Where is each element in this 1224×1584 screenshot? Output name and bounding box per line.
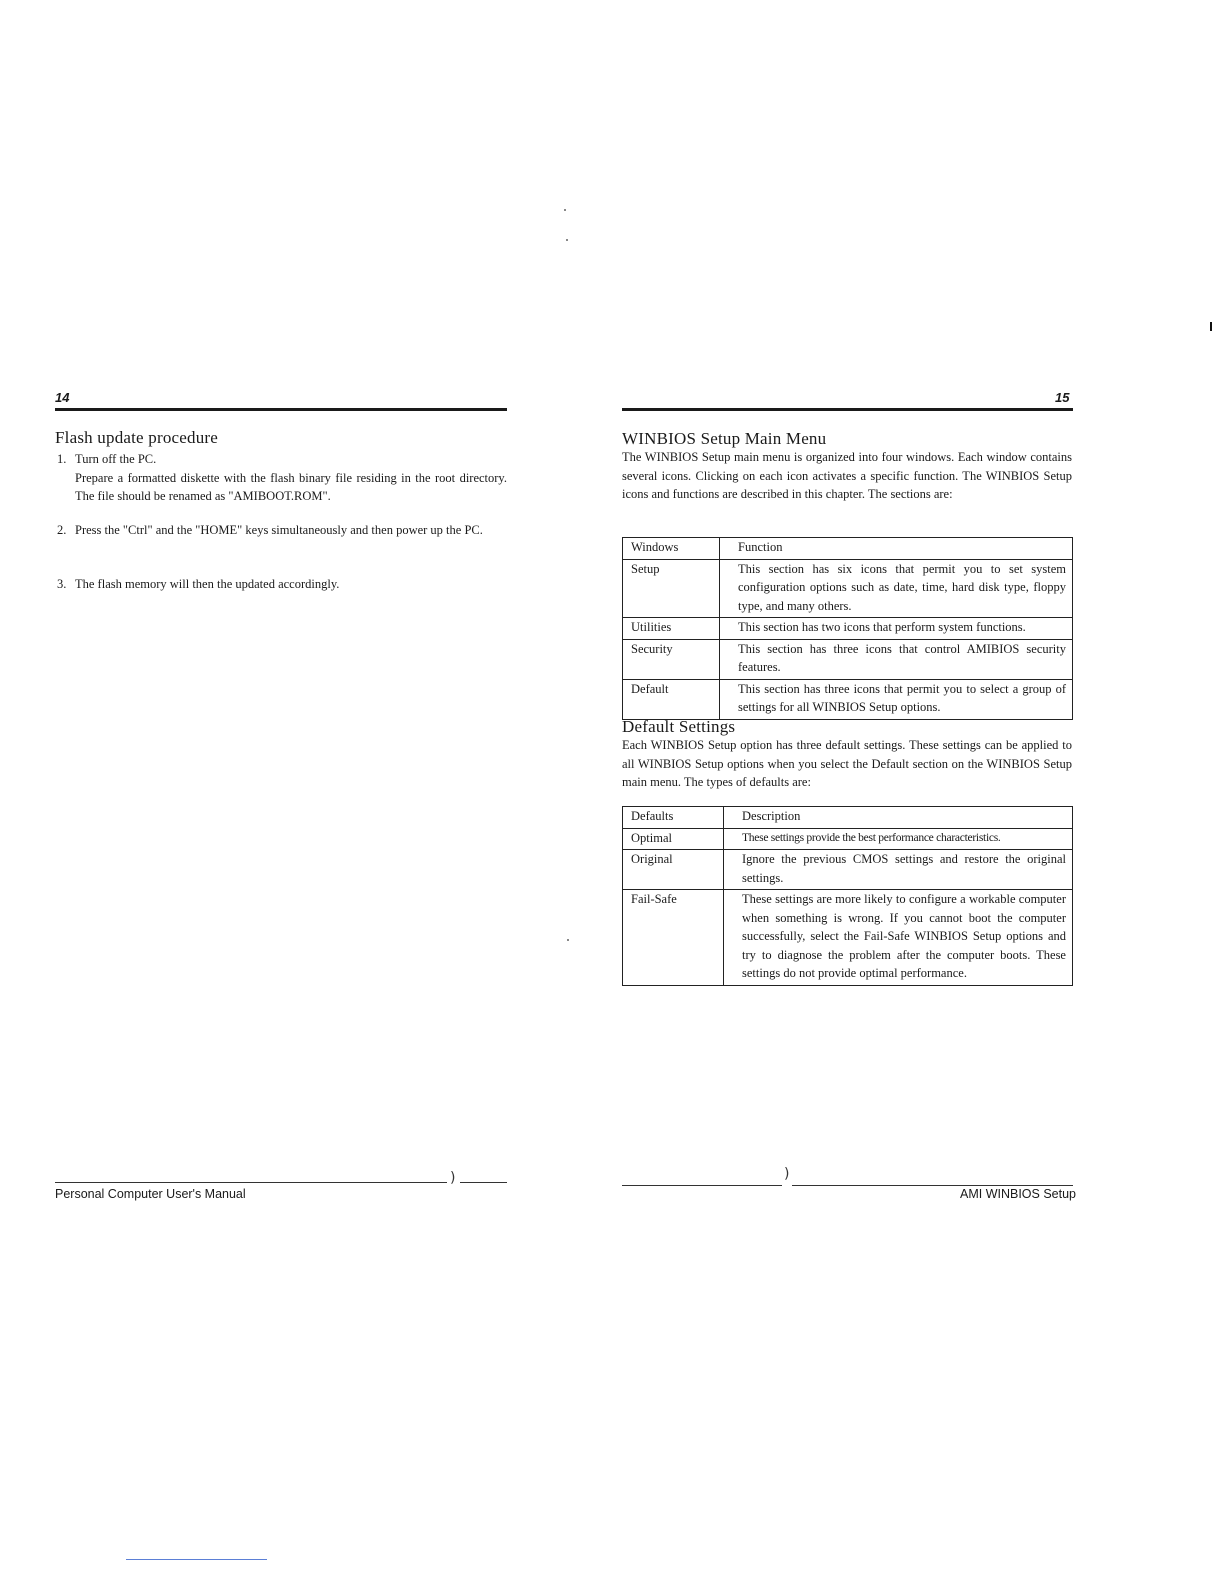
winbios-main-menu-heading: WINBIOS Setup Main Menu [622,429,827,448]
left-page-number: 14 [55,390,70,405]
right-footer-mark: ) [784,1166,790,1182]
table-header-cell: Windows [623,538,720,560]
table-cell: This section has six icons that permit you to set system configuration options such as date, time, hard disk type, floppy type, and many others. [720,559,1073,618]
step-1 [57,450,507,506]
left-footer-text: Personal Computer User's Manual [55,1187,246,1201]
table-header-cell: Function [720,538,1073,560]
step-2-block [57,521,507,540]
step-1-line-1: Turn off the PC. [75,452,157,466]
table-cell: Optimal [623,828,724,850]
table-header-row [623,807,1073,829]
step-2-number: 2. [57,523,67,537]
left-header-rule [55,408,507,411]
right-footer-rule-b [792,1185,1073,1186]
step-3-text: The flash memory will then the updated accordingly. [75,577,340,591]
scan-mark [1210,322,1212,331]
table-row [623,679,1073,719]
table-row [623,618,1073,640]
right-footer-text: AMI WINBIOS Setup [960,1187,1077,1201]
defaults-description-table [622,806,1073,986]
scan-blue-line [126,1559,267,1560]
left-footer-rule-a [55,1182,447,1183]
table-header-cell: Description [724,807,1073,829]
default-settings-heading: Default Settings [622,717,736,736]
step-2-text: Press the "Ctrl" and the "HOME" keys simultaneously and then power up the PC. [75,523,483,537]
table-cell: These settings are more likely to configure a workable computer when something is wrong. If you cannot boot the computer successfully, select the Fail-Safe WINBIOS Setup options and try to diagnose the problem after the computer boots. These settings do not provide optimal performance. [724,890,1073,986]
table-cell: These settings provide the best performance characteristics. [724,828,1073,850]
windows-function-table [622,537,1073,720]
table-cell: This section has three icons that permit you to select a group of settings for all WINBIOS Setup options. [720,679,1073,719]
table-cell: Security [623,639,720,679]
table-row [623,828,1073,850]
right-header-rule [622,408,1073,411]
table-cell: Default [623,679,720,719]
winbios-main-menu-intro: The WINBIOS Setup main menu is organized into four windows. Each window contains several icons. Clicking on each icon activates a specific function. The WINBIOS Setup icons and functions are described in this chapter. The sections are: [622,450,1072,501]
table-row [623,890,1073,986]
left-footer-mark: ) [450,1170,456,1186]
step-1-number: 1. [57,452,67,466]
table-row [623,639,1073,679]
table-cell: Setup [623,559,720,618]
table-cell: This section has three icons that control AMIBIOS security features. [720,639,1073,679]
table-cell: Original [623,850,724,890]
step-3-number: 3. [57,577,67,591]
right-page-number: 15 [1055,390,1070,405]
step-3 [57,575,507,594]
default-settings-intro: Each WINBIOS Setup option has three default settings. These settings can be applied to all WINBIOS Setup options when you select the Default section on the WINBIOS Setup main menu. The types of defaults are: [622,738,1072,789]
table-cell: Ignore the previous CMOS settings and restore the original settings. [724,850,1073,890]
table-cell: Fail-Safe [623,890,724,986]
flash-update-heading: Flash update procedure [55,428,219,447]
table-cell: This section has two icons that perform system functions. [720,618,1073,640]
scan-speck [564,209,566,211]
scan-speck [567,939,569,941]
scan-speck [566,239,568,241]
table-header-row [623,538,1073,560]
table-header-cell: Defaults [623,807,724,829]
step-1-line-2: Prepare a formatted diskette with the flash binary file residing in the root directory. The file should be renamed as "AMIBOOT.ROM". [75,470,507,503]
table-cell: Utilities [623,618,720,640]
table-row [623,559,1073,618]
left-footer-rule-b [460,1182,507,1183]
right-footer-rule-a [622,1185,782,1186]
table-row [623,850,1073,890]
